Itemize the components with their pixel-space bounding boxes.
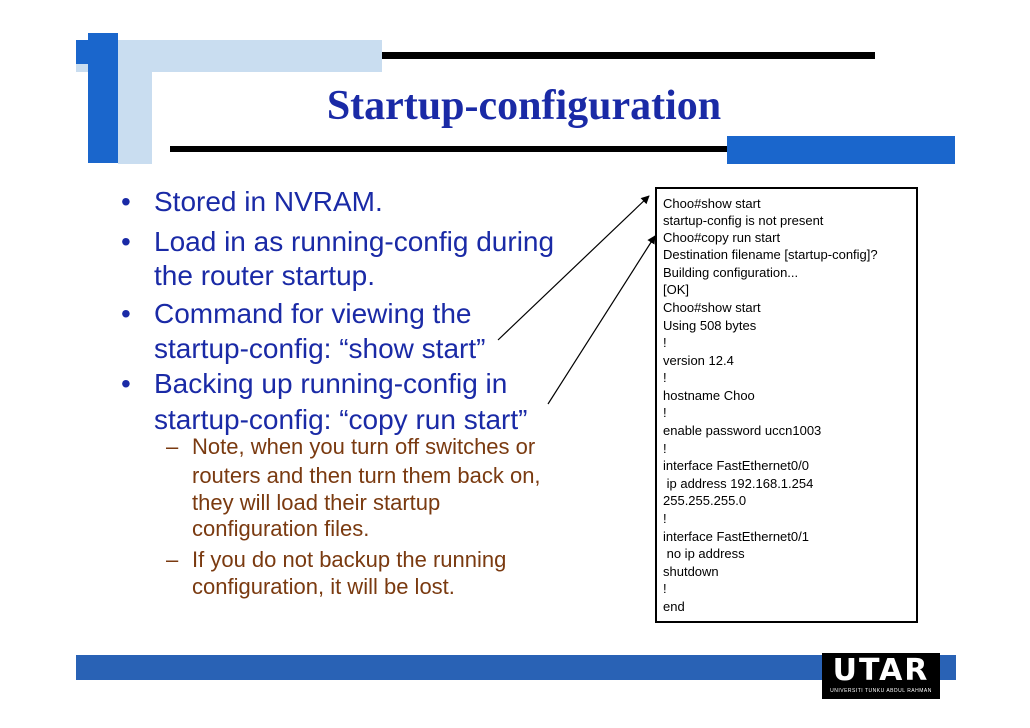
bullet-text: the router startup.	[154, 260, 376, 291]
terminal-line: version 12.4	[663, 353, 734, 368]
utar-logo	[822, 653, 940, 699]
terminal-line: no ip address	[663, 546, 745, 561]
sub-bullet-text: they will load their startup	[192, 490, 441, 515]
sub-bullet-text: Note, when you turn off switches or	[192, 434, 536, 459]
terminal-line: interface FastEthernet0/1	[663, 529, 809, 544]
dash-icon: –	[166, 547, 179, 572]
terminal-line: !	[663, 335, 667, 350]
bullet-text: Backing up running-config in	[154, 368, 508, 399]
bullet-dot-icon: •	[121, 226, 131, 257]
arrow-show-start	[498, 196, 649, 340]
bullet-text: startup-config: “copy run start”	[154, 404, 528, 435]
sub-bullet-text: routers and then turn them back on,	[192, 463, 541, 488]
bullet-text: Load in as running-config during	[154, 226, 555, 257]
slide-title-text: Startup-configuration	[326, 83, 722, 129]
dash-icon: –	[166, 434, 179, 459]
bullet-dot-icon: •	[121, 298, 131, 329]
terminal-line: 255.255.255.0	[663, 493, 747, 508]
sub-bullet-text: If you do not backup the running	[192, 547, 507, 572]
bullet-text: Stored in NVRAM.	[154, 186, 383, 217]
bullet-text: startup-config: “show start”	[154, 333, 486, 364]
terminal-line: !	[663, 405, 667, 420]
terminal-line: hostname Choo	[663, 388, 755, 403]
arrow-copy-run-start	[548, 236, 655, 404]
terminal-line: !	[663, 581, 667, 596]
terminal-line: Building configuration...	[663, 265, 799, 280]
terminal-line: Destination filename [startup-config]?	[663, 247, 878, 262]
terminal-line: !	[663, 370, 667, 385]
terminal-line: Choo#show start	[663, 300, 761, 315]
terminal-line: !	[663, 511, 667, 526]
bullet-dot-icon: •	[121, 368, 131, 399]
terminal-line: ip address 192.168.1.254	[663, 476, 814, 491]
terminal-line: Using 508 bytes	[663, 318, 757, 333]
terminal-line: !	[663, 441, 667, 456]
terminal-line: interface FastEthernet0/0	[663, 458, 809, 473]
sub-bullet-text: configuration files.	[192, 516, 370, 541]
terminal-line: enable password uccn1003	[663, 423, 822, 438]
logo-text: UTAR	[832, 653, 930, 688]
bullet-dot-icon: •	[121, 186, 131, 217]
terminal-line: end	[663, 599, 685, 614]
logo-subtitle: UNIVERSITI TUNKU ABDUL RAHMAN	[830, 688, 932, 694]
terminal-line: [OK]	[663, 282, 690, 297]
bullet-text: Command for viewing the	[154, 298, 472, 329]
sub-bullet-text: configuration, it will be lost.	[192, 574, 455, 599]
terminal-line: Choo#copy run start	[663, 230, 781, 245]
terminal-line: shutdown	[663, 564, 719, 579]
terminal-line: Choo#show start	[663, 196, 761, 211]
terminal-line: startup-config is not present	[663, 213, 824, 228]
